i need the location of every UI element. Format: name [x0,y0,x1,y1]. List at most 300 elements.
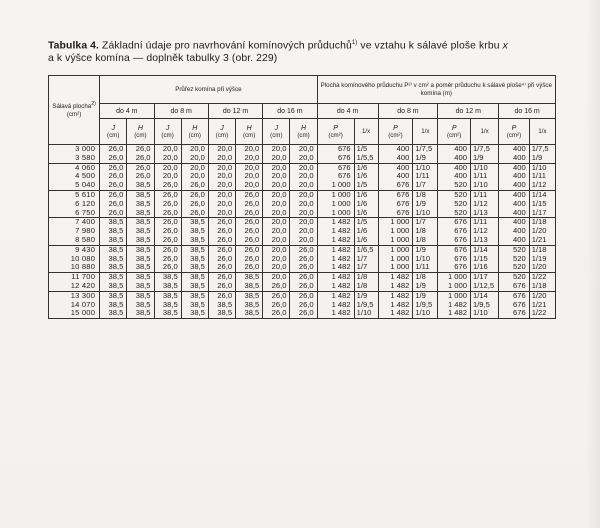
cell-value: 1/17 [472,272,488,282]
cell-j8 [154,273,181,292]
table-body [49,145,556,319]
cell-value: 1/7,5 [415,144,433,153]
cell-value: 520 [454,189,467,199]
cell-value: 1/14 [472,290,488,300]
cell-h16 [290,291,317,318]
cell-value: 1 482 [331,262,351,272]
cell-value: 26,0 [244,244,260,254]
cell-value: 676 [513,290,526,300]
cell-value: 38,5 [135,180,151,190]
cell-value: 1/8 [356,280,368,290]
col-p-header [317,119,354,145]
cell-p12 [438,273,471,292]
cell-value: 1 482 [331,280,351,290]
cell-value: 676 [454,253,467,263]
cell-j4 [100,190,127,217]
cell-value: 20,0 [244,144,260,153]
cell-value: 38,5 [217,308,233,318]
cell-p8 [378,190,413,217]
cell-value: 7 400 [75,217,96,227]
cell-h4 [127,291,154,318]
cell-h8 [181,291,208,318]
cell-r16 [529,291,555,318]
cell-value: 26,0 [298,262,314,272]
cell-j4 [100,245,127,272]
cell-value: 400 [513,226,526,236]
cell-value: 26,0 [217,244,233,254]
caption-text: Základní údaje pro navrhování komínových průduchů [102,40,352,52]
cell-r8 [413,163,438,190]
cell-p16 [499,291,529,318]
cell-p8 [378,291,413,318]
cell-value: 1/6 [356,226,368,236]
cell-value: 1/17 [531,207,547,217]
cell-value: 1/5 [356,180,368,190]
cell-h12 [236,273,263,292]
cell-p12 [438,291,471,318]
cell-value: 20,0 [298,189,314,199]
cell-value: 20,0 [298,171,314,181]
cell-h8 [181,145,208,164]
cell-value: 26,0 [298,290,314,300]
caption-line-2: a k výšce komína — doplněk tabulky 3 (obr. 229) [48,53,278,65]
cell-value: 38,5 [190,262,205,272]
cell-value: 400 [513,234,526,244]
cell-value: 1/11 [472,171,488,181]
cell-j8 [154,245,181,272]
cell-value: 20,0 [244,162,260,172]
cell-value: 9 430 [75,244,96,254]
col-unit: (cm) [215,131,229,139]
cell-value: 26,0 [217,290,233,300]
cell-value: 20,0 [271,162,287,172]
cell-p12 [438,245,471,272]
cell-value: 26,0 [162,226,178,236]
cell-value: 26,0 [162,180,178,190]
col-j-label: J [220,124,224,132]
cell-value: 1 000 [447,280,467,290]
col-p-header [438,119,471,145]
prurez-header: Průřez komína při výšce [100,76,318,104]
cell-value: 520 [513,272,526,282]
cell-value: 1/10 [415,207,431,217]
cell-value: 1/7,5 [472,144,490,153]
cell-j12 [208,145,235,164]
cell-value: 1/10 [415,162,431,172]
cell-value: 1/9 [415,152,426,162]
cell-value: 26,0 [244,226,260,236]
cell-value: 1 482 [331,253,351,263]
cell-value: 20,0 [271,253,287,263]
cell-value: 20,0 [217,171,233,181]
cell-p16 [499,190,529,217]
cell-p8 [378,145,413,164]
cell-r8 [413,291,438,318]
cell-sal [49,218,100,245]
cell-value: 400 [513,217,526,227]
cell-j16 [263,273,290,292]
cell-value: 38,5 [244,272,260,282]
height-header: do 4 m [100,104,154,119]
cell-h4 [127,145,154,164]
cell-value: 1 000 [447,290,467,300]
cell-value: 1 482 [331,299,351,309]
cell-value: 1/7,5 [531,144,549,153]
cell-p12 [438,145,471,164]
cell-value: 676 [513,299,526,309]
cell-value: 676 [337,152,351,162]
cell-value: 26,0 [298,272,314,282]
cell-p4 [317,190,354,217]
cell-value: 20,0 [244,171,260,181]
cell-value: 20,0 [271,234,287,244]
cell-value: 1 482 [331,234,351,244]
table-row [49,218,556,245]
cell-value: 676 [337,171,351,181]
cell-r4 [354,163,378,190]
cell-value: 1/21 [531,299,547,309]
cell-value: 26,0 [217,226,233,236]
cell-p4 [317,273,354,292]
cell-value: 26,0 [217,280,233,290]
cell-value: 26,0 [190,180,205,190]
cell-h12 [236,163,263,190]
cell-value: 1/10 [415,308,431,318]
cell-value: 1/14 [531,189,547,199]
cell-sal [49,291,100,318]
height-header: do 12 m [208,104,262,119]
cell-j12 [208,245,235,272]
cell-value: 38,5 [135,244,151,254]
cell-j4 [100,163,127,190]
cell-value: 1/13 [472,207,488,217]
cell-value: 38,5 [108,290,124,300]
col-p-header [378,119,413,145]
table-row [49,273,556,292]
cell-r12 [470,291,498,318]
caption-text-2: ve vztahu k sálavé ploše krbu [357,40,503,52]
cell-value: 20,0 [271,198,287,208]
cell-j8 [154,190,181,217]
cell-value: 38,5 [108,253,124,263]
height-header: do 16 m [263,104,317,119]
cell-r16 [529,163,555,190]
cell-value: 1 482 [390,290,410,300]
cell-value: 38,5 [190,308,205,318]
cell-value: 20,0 [217,207,233,217]
cell-value: 26,0 [244,198,260,208]
col-p-label: P [393,124,398,132]
cell-value: 1/9,5 [415,299,433,309]
cell-value: 1/6 [356,198,368,208]
cell-value: 1 482 [390,272,410,282]
cell-value: 1/10 [415,253,431,263]
cell-j16 [263,190,290,217]
table-row [49,245,556,272]
cell-value: 3 000 [75,144,96,153]
salava-header [49,76,100,145]
col-h-label: H [301,124,307,132]
cell-j12 [208,291,235,318]
cell-value: 26,0 [135,144,151,153]
cell-h12 [236,291,263,318]
cell-value: 400 [513,152,526,162]
cell-value: 1 000 [331,189,351,199]
cell-r16 [529,218,555,245]
cell-p12 [438,218,471,245]
cell-value: 1/8 [415,189,426,199]
cell-value: 20,0 [190,171,205,181]
cell-h8 [181,190,208,217]
cell-value: 1/10 [356,308,372,318]
cell-h16 [290,163,317,190]
cell-j4 [100,273,127,292]
cell-r4 [354,273,378,292]
cell-value: 20,0 [271,217,287,227]
cell-value: 1 000 [390,217,410,227]
cell-j12 [208,273,235,292]
cell-j8 [154,291,181,318]
cell-value: 20,0 [217,152,233,162]
col-unit-cm2: (cm²) [446,131,462,139]
cell-r8 [413,190,438,217]
table-row [49,291,556,318]
cell-value: 38,5 [190,217,205,227]
cell-value: 1 000 [331,207,351,217]
cell-value: 520 [513,244,526,254]
col-h-label: H [246,124,252,132]
cell-h16 [290,190,317,217]
cell-value: 1/22 [531,308,547,318]
cell-value: 1/11 [415,171,430,181]
cell-h8 [181,273,208,292]
cell-value: 26,0 [271,280,287,290]
cell-value: 20,0 [217,189,233,199]
col-j-header [208,119,235,145]
cell-value: 38,5 [190,234,205,244]
cell-r16 [529,245,555,272]
cell-value: 676 [396,207,410,217]
cell-value: 38,5 [162,308,178,318]
cell-value: 38,5 [108,226,124,236]
plocha-header: Plocha komínového průduchu P³⁾ v cm² a poměr průduchu k sálavé ploše⁴⁾ při výšce komína (m) [317,76,555,104]
cell-r4 [354,145,378,164]
cell-value: 26,0 [108,144,124,153]
cell-value: 26,0 [298,299,314,309]
col-unit-cm2: (cm²) [328,131,343,139]
cell-value: 38,5 [162,290,178,300]
cell-value: 26,0 [217,253,233,263]
cell-value: 4 060 [75,162,96,172]
height-header: do 16 m [499,104,556,119]
cell-value: 1/10 [472,180,488,190]
cell-h16 [290,218,317,245]
cell-value: 520 [513,262,526,272]
cell-value: 1/10 [472,162,488,172]
cell-p12 [438,190,471,217]
cell-j16 [263,291,290,318]
col-ratio-header: 1/x [413,119,438,145]
cell-value: 4 500 [75,171,96,181]
salava-label: Sálavá plocha [52,103,92,111]
cell-value: 26,0 [162,234,178,244]
cell-value: 20,0 [271,180,287,190]
cell-p12 [438,163,471,190]
cell-value: 1/7 [356,253,368,263]
cell-r4 [354,218,378,245]
cell-j16 [263,218,290,245]
cell-value: 26,0 [298,244,314,254]
cell-value: 38,5 [108,234,124,244]
cell-value: 400 [513,198,526,208]
cell-value: 1 482 [390,308,410,318]
cell-value: 1/9 [472,152,484,162]
cell-value: 38,5 [162,280,178,290]
cell-r16 [529,145,555,164]
cell-r4 [354,245,378,272]
cell-value: 400 [454,152,467,162]
cell-value: 26,0 [135,152,151,162]
cell-value: 520 [513,253,526,263]
cell-value: 8 580 [75,234,96,244]
cell-value: 1 000 [390,244,410,254]
height-header: do 4 m [317,104,378,119]
cell-value: 20,0 [271,171,287,181]
cell-value: 1 000 [331,198,351,208]
col-unit: (cm) [107,131,120,139]
cell-value: 676 [337,162,351,172]
cell-value: 38,5 [108,272,124,282]
cell-h4 [127,245,154,272]
cell-value: 400 [396,162,410,172]
cell-value: 26,0 [271,299,287,309]
salava-unit: (cm²) [66,111,82,119]
cell-value: 26,0 [162,253,178,263]
cell-value: 26,0 [244,189,260,199]
cell-value: 20,0 [271,144,287,153]
col-unit-cm2: (cm²) [506,131,522,139]
cell-j16 [263,163,290,190]
cell-value: 26,0 [271,290,287,300]
cell-value: 1/22 [531,272,547,282]
cell-r16 [529,190,555,217]
cell-value: 38,5 [108,217,124,227]
cell-value: 38,5 [108,308,124,318]
cell-value: 1/9 [415,290,426,300]
cell-j8 [154,145,181,164]
cell-value: 1/20 [531,290,547,300]
cell-value: 1 482 [390,299,410,309]
table-caption [48,37,548,65]
cell-value: 20,0 [271,244,287,254]
cell-value: 1 000 [390,226,410,236]
col-j-header [154,119,181,145]
cell-value: 1/8 [356,272,368,282]
cell-value: 1/9 [356,290,368,300]
cell-value: 26,0 [244,207,260,217]
cell-value: 1/9 [531,152,543,162]
cell-value: 26,0 [298,308,314,318]
col-unit-cm2: (cm²) [388,131,403,139]
cell-r8 [413,273,438,292]
cell-value: 1/6 [356,189,368,199]
cell-value: 1/15 [531,198,547,208]
height-header: do 8 m [378,104,438,119]
cell-value: 26,0 [190,189,205,199]
col-h-label: H [192,124,198,132]
cell-value: 38,5 [244,308,260,318]
table-row [49,190,556,217]
cell-value: 15 000 [70,308,96,318]
cell-value: 20,0 [298,207,314,217]
cell-r12 [470,190,498,217]
cell-value: 38,5 [108,280,124,290]
cell-value: 38,5 [190,226,205,236]
cell-value: 5 610 [75,189,96,199]
cell-value: 26,0 [162,189,178,199]
cell-value: 1 000 [331,180,351,190]
cell-value: 38,5 [135,308,151,318]
cell-value: 38,5 [190,244,205,254]
cell-value: 6 750 [75,207,96,217]
cell-value: 38,5 [162,272,178,282]
cell-p16 [499,245,529,272]
cell-p4 [317,291,354,318]
cell-value: 26,0 [244,217,260,227]
cell-value: 676 [454,226,467,236]
cell-value: 676 [454,234,467,244]
cell-value: 38,5 [190,280,205,290]
cell-r4 [354,291,378,318]
cell-value: 20,0 [271,189,287,199]
cell-value: 10 080 [70,253,96,263]
cell-value: 1/6 [356,171,368,181]
cell-value: 38,5 [135,272,151,282]
cell-value: 1/5,5 [356,152,374,162]
cell-r12 [470,163,498,190]
height-header: do 12 m [438,104,499,119]
caption-var-x: x [502,40,508,52]
cell-value: 1/14 [472,244,488,254]
cell-value: 13 300 [70,290,96,300]
cell-value: 1/12 [472,198,488,208]
cell-value: 1 482 [331,217,351,227]
cell-value: 676 [396,189,410,199]
cell-value: 26,0 [271,308,287,318]
col-unit: (cm) [270,131,283,139]
col-ratio-header: 1/x [354,119,378,145]
cell-value: 26,0 [244,262,260,272]
col-h-label: H [137,124,143,132]
cell-j16 [263,245,290,272]
cell-value: 26,0 [162,262,178,272]
cell-r12 [470,273,498,292]
cell-value: 20,0 [271,152,287,162]
cell-value: 400 [396,144,410,153]
cell-value: 400 [513,207,526,217]
cell-value: 20,0 [162,144,178,153]
cell-h12 [236,245,263,272]
cell-value: 1/13 [472,234,488,244]
cell-value: 38,5 [135,290,151,300]
cell-j4 [100,218,127,245]
cell-value: 1/5 [356,217,368,227]
cell-value: 26,0 [217,234,233,244]
cell-h16 [290,245,317,272]
col-j-header [263,119,290,145]
cell-value: 1/7 [356,262,368,272]
cell-value: 1/10 [531,162,547,172]
